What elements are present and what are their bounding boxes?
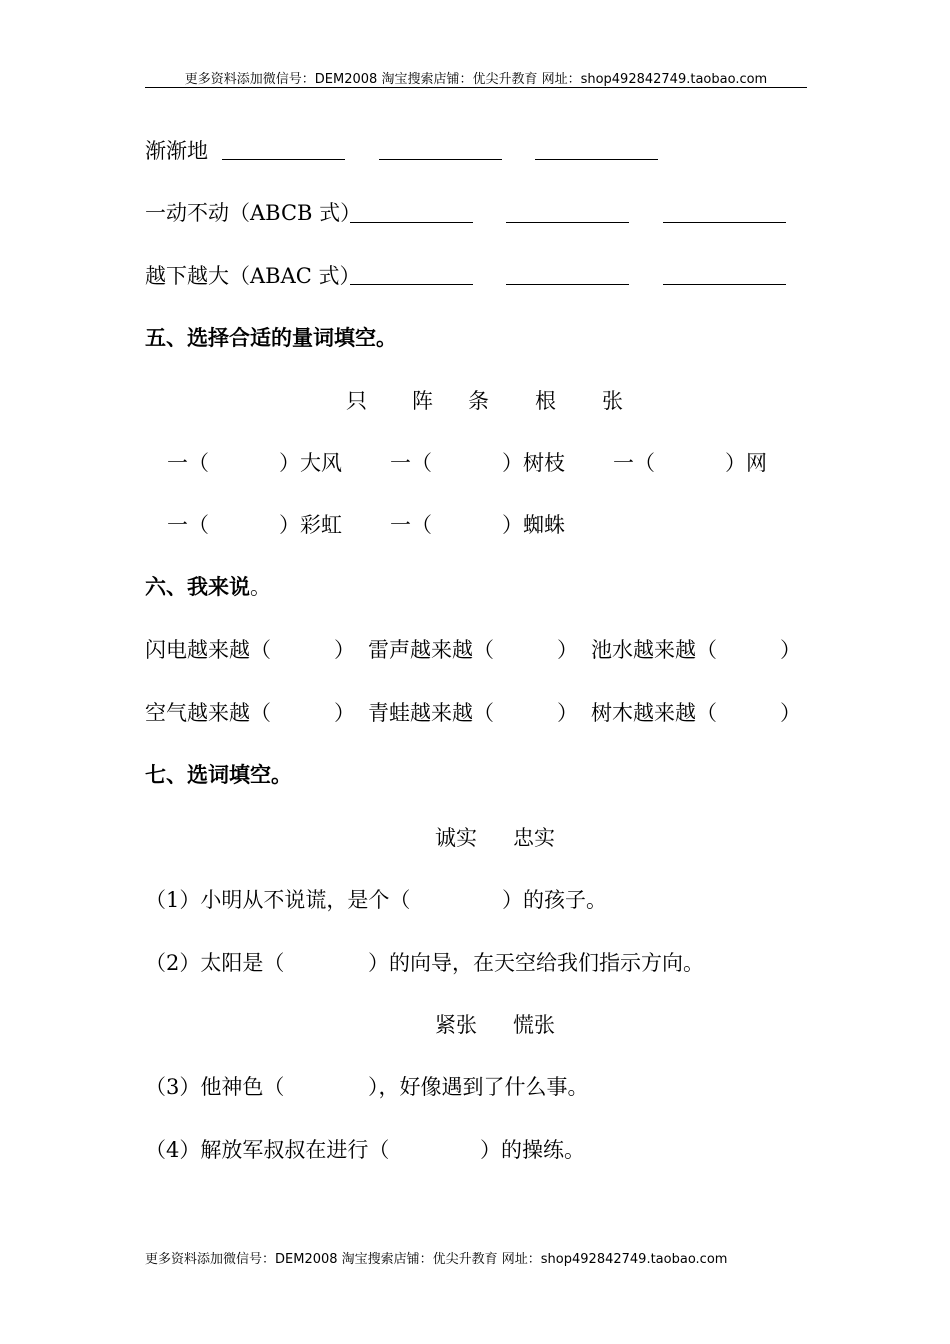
section-title-5: 五、选择合适的量词填空。 (145, 325, 397, 350)
answer-blank[interactable] (506, 284, 629, 285)
fill-suffix: ）彩虹 (279, 513, 342, 537)
section-title-7: 七、选词填空。 (145, 762, 292, 787)
fill-suffix: ）大风 (279, 451, 342, 475)
measure-word-option: 条 (468, 389, 489, 413)
fill-suffix: ） (780, 638, 801, 662)
fill-prefix: 青蛙越来越（ (368, 701, 494, 725)
answer-blank[interactable] (379, 159, 502, 160)
fill-prefix: 空气越来越（ (145, 701, 271, 725)
page-footer: 更多资料添加微信号：DEM2008 淘宝搜索店铺：优尖升教育 网址：shop492842749.taobao.com (145, 1252, 728, 1267)
measure-word-option: 只 (346, 389, 367, 413)
word-choice: 慌张 (513, 1013, 555, 1037)
question-4-suffix: ）的操练。 (480, 1138, 585, 1162)
fill-suffix: ）网 (725, 451, 767, 475)
question-1-suffix: ）的孩子。 (502, 888, 607, 912)
fill-prefix: 闪电越来越（ (145, 638, 271, 662)
fill-suffix: ） (557, 701, 578, 725)
answer-blank[interactable] (506, 222, 629, 223)
question-3-prefix: （3）他神色（ (145, 1075, 285, 1099)
word-prompt-jianjiande: 渐渐地 (145, 139, 208, 163)
fill-suffix: ） (557, 638, 578, 662)
answer-blank[interactable] (663, 284, 786, 285)
fill-prefix: 一（ (390, 513, 432, 537)
fill-suffix: ）树枝 (502, 451, 565, 475)
question-1-prefix: （1）小明从不说谎，是个（ (145, 888, 411, 912)
question-2-prefix: （2）太阳是（ (145, 951, 285, 975)
fill-suffix: ） (334, 638, 355, 662)
answer-blank[interactable] (663, 222, 786, 223)
fill-suffix: ） (334, 701, 355, 725)
section-title-6: 六、我来说。 (145, 574, 271, 599)
measure-word-option: 阵 (412, 389, 433, 413)
word-choice: 紧张 (435, 1013, 477, 1037)
answer-blank[interactable] (350, 222, 473, 223)
fill-prefix: 一（ (167, 451, 209, 475)
question-2-suffix: ）的向导，在天空给我们指示方向。 (368, 951, 704, 975)
page-header: 更多资料添加微信号：DEM2008 淘宝搜索店铺：优尖升教育 网址：shop492842749.taobao.com (184, 72, 768, 87)
answer-blank[interactable] (350, 284, 473, 285)
fill-prefix: 树木越来越（ (591, 701, 717, 725)
fill-prefix: 一（ (167, 513, 209, 537)
measure-word-option: 根 (535, 389, 556, 413)
fill-prefix: 一（ (613, 451, 655, 475)
word-prompt-abcb: 一动不动（ABCB 式） (145, 201, 362, 225)
fill-prefix: 池水越来越（ (591, 638, 717, 662)
fill-prefix: 雷声越来越（ (368, 638, 494, 662)
word-choice: 诚实 (435, 826, 477, 850)
header-divider (145, 87, 807, 88)
word-choice: 忠实 (513, 826, 555, 850)
question-3-suffix: ），好像遇到了什么事。 (368, 1075, 589, 1099)
answer-blank[interactable] (222, 159, 345, 160)
fill-suffix: ） (780, 701, 801, 725)
answer-blank[interactable] (535, 159, 658, 160)
word-prompt-abac: 越下越大（ABAC 式） (145, 264, 361, 288)
fill-suffix: ）蜘蛛 (502, 513, 565, 537)
measure-word-option: 张 (602, 389, 623, 413)
question-4-prefix: （4）解放军叔叔在进行（ (145, 1138, 390, 1162)
fill-prefix: 一（ (390, 451, 432, 475)
